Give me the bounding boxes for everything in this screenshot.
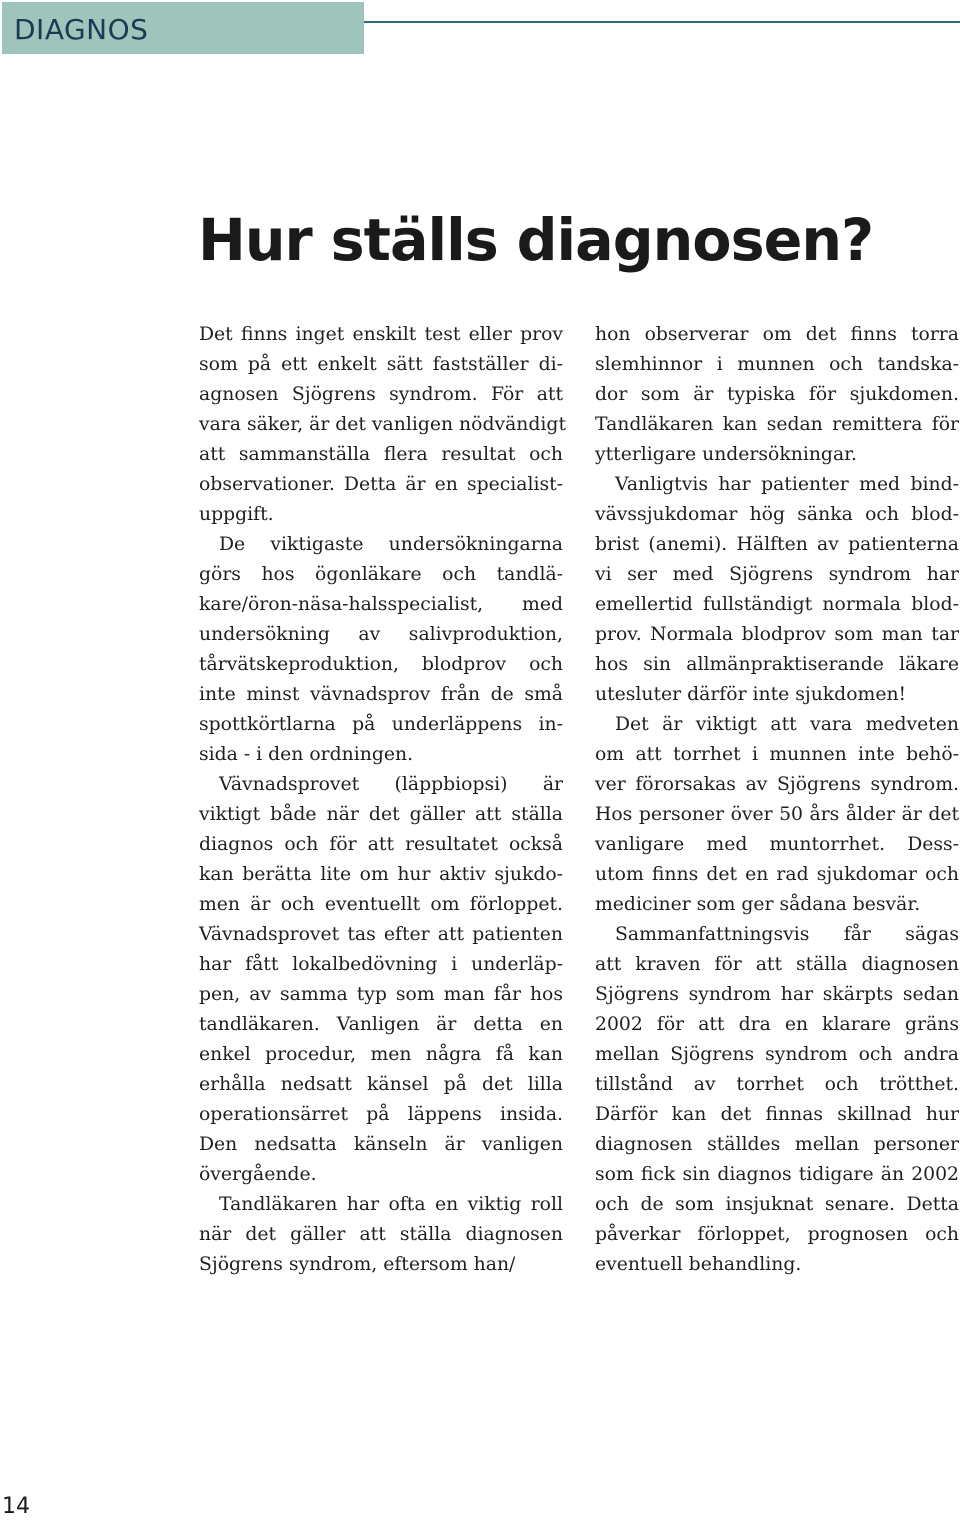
text-line: operationsärret på läppens insida.	[199, 1104, 563, 1125]
body-paragraph	[595, 710, 959, 920]
text-line: övergående.	[199, 1164, 317, 1185]
text-line: Sammanfattningsvis får sägas	[615, 924, 959, 945]
body-paragraph	[199, 1190, 563, 1280]
text-line: kan berätta lite om hur aktiv sjukdo-	[199, 864, 563, 885]
text-line: mellan Sjögrens syndrom och andra	[595, 1044, 959, 1065]
text-line: påverkar förloppet, prognosen och	[595, 1224, 959, 1245]
text-line: Vävnadsprovet (läppbiopsi) är	[219, 774, 563, 795]
text-column-left	[199, 320, 566, 1280]
text-line: vanligare med muntorrhet. Dess-	[595, 834, 959, 855]
text-line: vi ser med Sjögrens syndrom har	[595, 564, 959, 585]
text-line: spottkörtlarna på underläppens in-	[199, 714, 563, 735]
text-line: vara säker, är det vanligen nödvändigt	[199, 414, 566, 435]
text-line: Sjögrens syndrom, eftersom han/	[199, 1254, 516, 1275]
text-line: och de som insjuknat senare. Detta	[595, 1194, 959, 1215]
text-line: pen, av samma typ som man får hos	[199, 984, 563, 1005]
text-line: kare/öron-näsa-halsspecialist, med	[199, 594, 563, 615]
text-line: viktigt både när det gäller att ställa	[199, 804, 563, 825]
text-line: uppgift.	[199, 504, 274, 525]
page-number: 14	[2, 1494, 30, 1519]
text-line: utesluter därför inte sjukdomen!	[595, 684, 907, 705]
text-line: 2002 för att dra en klarare gräns	[595, 1014, 959, 1035]
body-paragraph	[199, 770, 563, 1190]
text-line: Vanligtvis har patienter med bind-	[615, 474, 959, 495]
text-line: vävssjukdomar hög sänka och blod-	[595, 504, 959, 525]
text-line: utom finns det en rad sjukdomar och	[595, 864, 959, 885]
section-divider-line	[364, 21, 960, 23]
text-line: hon observerar om det finns torra	[595, 324, 959, 345]
text-line: Det finns inget enskilt test eller prov	[199, 324, 563, 345]
text-line: Det är viktigt att vara medveten	[615, 714, 959, 735]
text-line: slemhinnor i munnen och tandska-	[595, 354, 959, 375]
text-line: observationer. Detta är en specialist-	[199, 474, 563, 495]
text-line: tillstånd av torrhet och trötthet.	[595, 1074, 959, 1095]
section-tab: DIAGNOS	[2, 2, 364, 54]
text-line: Därför kan det finnas skillnad hur	[595, 1104, 959, 1125]
body-paragraph	[199, 530, 563, 770]
text-line: att sammanställa flera resultat och	[199, 444, 563, 465]
text-line: som fick sin diagnos tidigare än 2002	[595, 1164, 959, 1185]
text-line: Tandläkaren har ofta en viktig roll	[219, 1194, 563, 1215]
text-line: tårvätskeproduktion, blodprov och	[199, 654, 563, 675]
text-line: Den nedsatta känseln är vanligen	[199, 1134, 563, 1155]
text-line: inte minst vävnadsprov från de små	[199, 684, 563, 705]
text-line: Vävnadsprovet tas efter att patienten	[199, 924, 563, 945]
text-line: agnosen Sjögrens syndrom. För att	[199, 384, 563, 405]
text-line: när det gäller att ställa diagnosen	[199, 1224, 563, 1245]
text-line: brist (anemi). Hälften av patienterna	[595, 534, 959, 555]
text-line: men är och eventuellt om förloppet.	[199, 894, 563, 915]
body-paragraph	[595, 320, 959, 470]
text-line: tandläkaren. Vanligen är detta en	[199, 1014, 563, 1035]
text-line: ver förorsakas av Sjögrens syndrom.	[595, 774, 959, 795]
text-line: emellertid fullständigt normala blod-	[595, 594, 959, 615]
text-line: diagnosen ställdes mellan personer	[595, 1134, 959, 1155]
text-line: om att torrhet i munnen inte behö-	[595, 744, 959, 765]
text-line: diagnos och för att resultatet också	[199, 834, 563, 855]
text-line: Tandläkaren kan sedan remittera för	[595, 414, 959, 435]
text-line: ytterligare undersökningar.	[595, 444, 858, 465]
text-line: eventuell behandling.	[595, 1254, 802, 1275]
text-line: mediciner som ger sådana besvär.	[595, 894, 921, 915]
text-line: görs hos ögonläkare och tandlä-	[199, 564, 563, 585]
text-line: har fått lokalbedövning i underläp-	[199, 954, 563, 975]
text-line: sida - i den ordningen.	[199, 744, 414, 765]
text-line: att kraven för att ställa diagnosen	[595, 954, 959, 975]
body-paragraph	[595, 470, 959, 710]
text-line: prov. Normala blodprov som man tar	[595, 624, 959, 645]
body-paragraph	[199, 320, 566, 530]
text-line: som på ett enkelt sätt fastställer di-	[199, 354, 563, 375]
text-line: hos sin allmänpraktiserande läkare	[595, 654, 959, 675]
body-paragraph	[595, 920, 959, 1280]
text-line: Hos personer över 50 års ålder är det	[595, 804, 959, 825]
text-line: undersökning av salivproduktion,	[199, 624, 563, 645]
page-title: Hur ställs diagnosen?	[198, 206, 874, 274]
text-line: enkel procedur, men några få kan	[199, 1044, 563, 1065]
text-line: Sjögrens syndrom har skärpts sedan	[595, 984, 959, 1005]
text-line: erhålla nedsatt känsel på det lilla	[199, 1074, 563, 1095]
text-line: De viktigaste undersökningarna	[219, 534, 563, 555]
text-column-right	[595, 320, 959, 1280]
text-line: dor som är typiska för sjukdomen.	[595, 384, 959, 405]
